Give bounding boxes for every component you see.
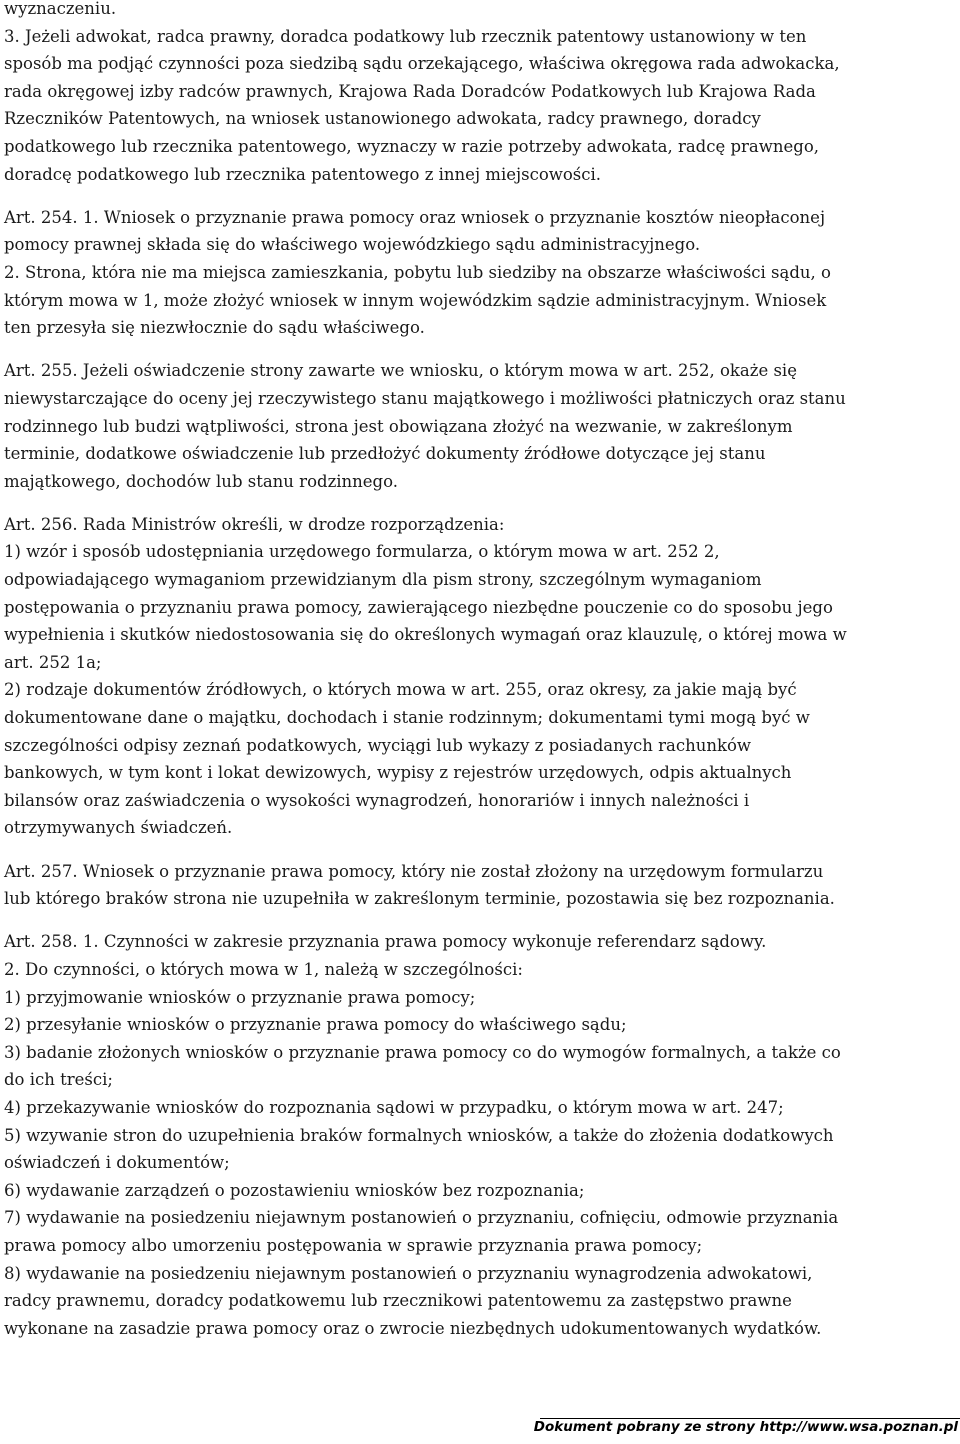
- text-line: doradcę podatkowego lub rzecznika patentowego z innej miejscowości.: [4, 164, 602, 184]
- text-line: 2. Strona, która nie ma miejsca zamieszkania, pobytu lub siedziby na obszarze właściwości sądu, o: [4, 262, 831, 282]
- text-line: prawa pomocy albo umorzeniu postępowania w sprawie przyznania prawa pomocy;: [4, 1235, 703, 1255]
- text-line: szczególności odpisy zeznań podatkowych, wyciągi lub wykazy z posiadanych rachunków: [4, 735, 752, 755]
- text-line: 5) wzywanie stron do uzupełnienia braków formalnych wniosków, a także do złożenia dodatkowych: [4, 1125, 834, 1145]
- footer-source-note: Dokument pobrany ze strony http://www.wsa.poznan.pl: [533, 1419, 958, 1435]
- text-line: ten przesyła się niezwłocznie do sądu właściwego.: [4, 318, 425, 338]
- text-line: Art. 254. 1. Wniosek o przyznanie prawa pomocy oraz wniosek o przyznanie kosztów nieopłaconej: [4, 207, 826, 227]
- text-line: podatkowego lub rzecznika patentowego, wyznaczy w razie potrzeby adwokata, radcę prawnego,: [4, 136, 820, 156]
- text-line: 7) wydawanie na posiedzeniu niejawnym postanowień o przyznaniu, cofnięciu, odmowie przyznania: [4, 1208, 839, 1228]
- text-line: Rzeczników Patentowych, na wniosek ustanowionego adwokata, radcy prawnego, doradcy: [4, 109, 761, 129]
- text-line: wykonane na zasadzie prawa pomocy oraz o zwrocie niezbędnych udokumentowanych wydatków.: [4, 1318, 822, 1338]
- text-line: 1) wzór i sposób udostępniania urzędowego formularza, o którym mowa w art. 252 2,: [4, 542, 720, 562]
- text-line: majątkowego, dochodów lub stanu rodzinnego.: [4, 471, 399, 491]
- text-line: 8) wydawanie na posiedzeniu niejawnym postanowień o przyznaniu wynagrodzenia adwokatowi,: [4, 1263, 813, 1283]
- text-line: lub którego braków strona nie uzupełniła w zakreślonym terminie, pozostawia się bez rozpoznania.: [4, 889, 835, 909]
- text-line: bankowych, w tym kont i lokat dewizowych, wypisy z rejestrów urzędowych, odpis aktualnych: [4, 763, 792, 783]
- paragraph-art-255: [4, 357, 952, 495]
- text-line: Art. 255. Jeżeli oświadczenie strony zawarte we wniosku, o którym mowa w art. 252, okaże się: [4, 361, 797, 381]
- text-line: wypełnienia i skutków niedostosowania się do określonych wymagań oraz klauzulę, o której mowa w: [4, 625, 847, 645]
- text-line: oświadczeń i dokumentów;: [4, 1153, 230, 1173]
- text-line: do ich treści;: [4, 1070, 113, 1090]
- text-line: wyznaczeniu.: [4, 0, 117, 18]
- text-line: odpowiadającego wymaganiom przewidzianym dla pism strony, szczególnym wymaganiom: [4, 570, 762, 590]
- paragraph-art-258: [4, 928, 952, 1342]
- text-line: 2) przesyłanie wniosków o przyznanie prawa pomocy do właściwego sądu;: [4, 1015, 627, 1035]
- paragraph-art-253-section-3: [4, 0, 952, 188]
- text-line: pomocy prawnej składa się do właściwego wojewódzkiego sądu administracyjnego.: [4, 235, 701, 255]
- text-line: dokumentowane dane o majątku, dochodach i stanie rodzinnym; dokumentami tymi mogą być w: [4, 708, 810, 728]
- text-line: 3. Jeżeli adwokat, radca prawny, doradca podatkowy lub rzecznik patentowy ustanowiony w ten: [4, 26, 807, 46]
- text-line: bilansów oraz zaświadczenia o wysokości wynagrodzeń, honorariów i innych należności i: [4, 790, 750, 810]
- text-line: terminie, dodatkowe oświadczenie lub przedłożyć dokumenty źródłowe dotyczące jej stanu: [4, 444, 766, 464]
- text-line: rodzinnego lub budzi wątpliwości, strona jest obowiązana złożyć na wezwanie, w zakreślonym: [4, 416, 793, 436]
- text-line: Art. 256. Rada Ministrów określi, w drodze rozporządzenia:: [4, 514, 505, 534]
- text-line: 1) przyjmowanie wniosków o przyznanie prawa pomocy;: [4, 987, 476, 1007]
- paragraph-art-256: [4, 511, 952, 842]
- text-line: którym mowa w 1, może złożyć wniosek w innym wojewódzkim sądzie administracyjnym. Wniosek: [4, 290, 827, 310]
- text-line: radcy prawnemu, doradcy podatkowemu lub rzecznikowi patentowemu za zastępstwo prawne: [4, 1291, 792, 1311]
- text-line: rada okręgowej izby radców prawnych, Krajowa Rada Doradców Podatkowych lub Krajowa Rada: [4, 81, 816, 101]
- paragraph-art-257: [4, 858, 952, 913]
- text-line: niewystarczające do oceny jej rzeczywistego stanu majątkowego i możliwości płatniczych oraz stanu: [4, 388, 846, 408]
- text-line: 6) wydawanie zarządzeń o pozostawieniu wniosków bez rozpoznania;: [4, 1180, 585, 1200]
- text-line: 2. Do czynności, o których mowa w 1, należą w szczególności:: [4, 959, 523, 979]
- text-line: Art. 257. Wniosek o przyznanie prawa pomocy, który nie został złożony na urzędowym formularzu: [4, 861, 824, 881]
- text-line: sposób ma podjąć czynności poza siedzibą sądu orzekającego, właściwa okręgowa rada adwokacka,: [4, 54, 840, 74]
- text-line: 3) badanie złożonych wniosków o przyznanie prawa pomocy co do wymogów formalnych, a także co: [4, 1042, 841, 1062]
- text-line: 2) rodzaje dokumentów źródłowych, o których mowa w art. 255, oraz okresy, za jakie mają być: [4, 680, 797, 700]
- text-line: otrzymywanych świadczeń.: [4, 818, 233, 838]
- paragraph-art-254: [4, 204, 952, 342]
- text-line: art. 252 1a;: [4, 652, 102, 672]
- text-line: 4) przekazywanie wniosków do rozpoznania sądowi w przypadku, o którym mowa w art. 247;: [4, 1097, 784, 1117]
- text-line: postępowania o przyznaniu prawa pomocy, zawierającego niezbędne pouczenie co do sposobu jego: [4, 597, 833, 617]
- text-line: Art. 258. 1. Czynności w zakresie przyznania prawa pomocy wykonuje referendarz sądowy.: [4, 932, 767, 952]
- document-body: [4, 0, 952, 1342]
